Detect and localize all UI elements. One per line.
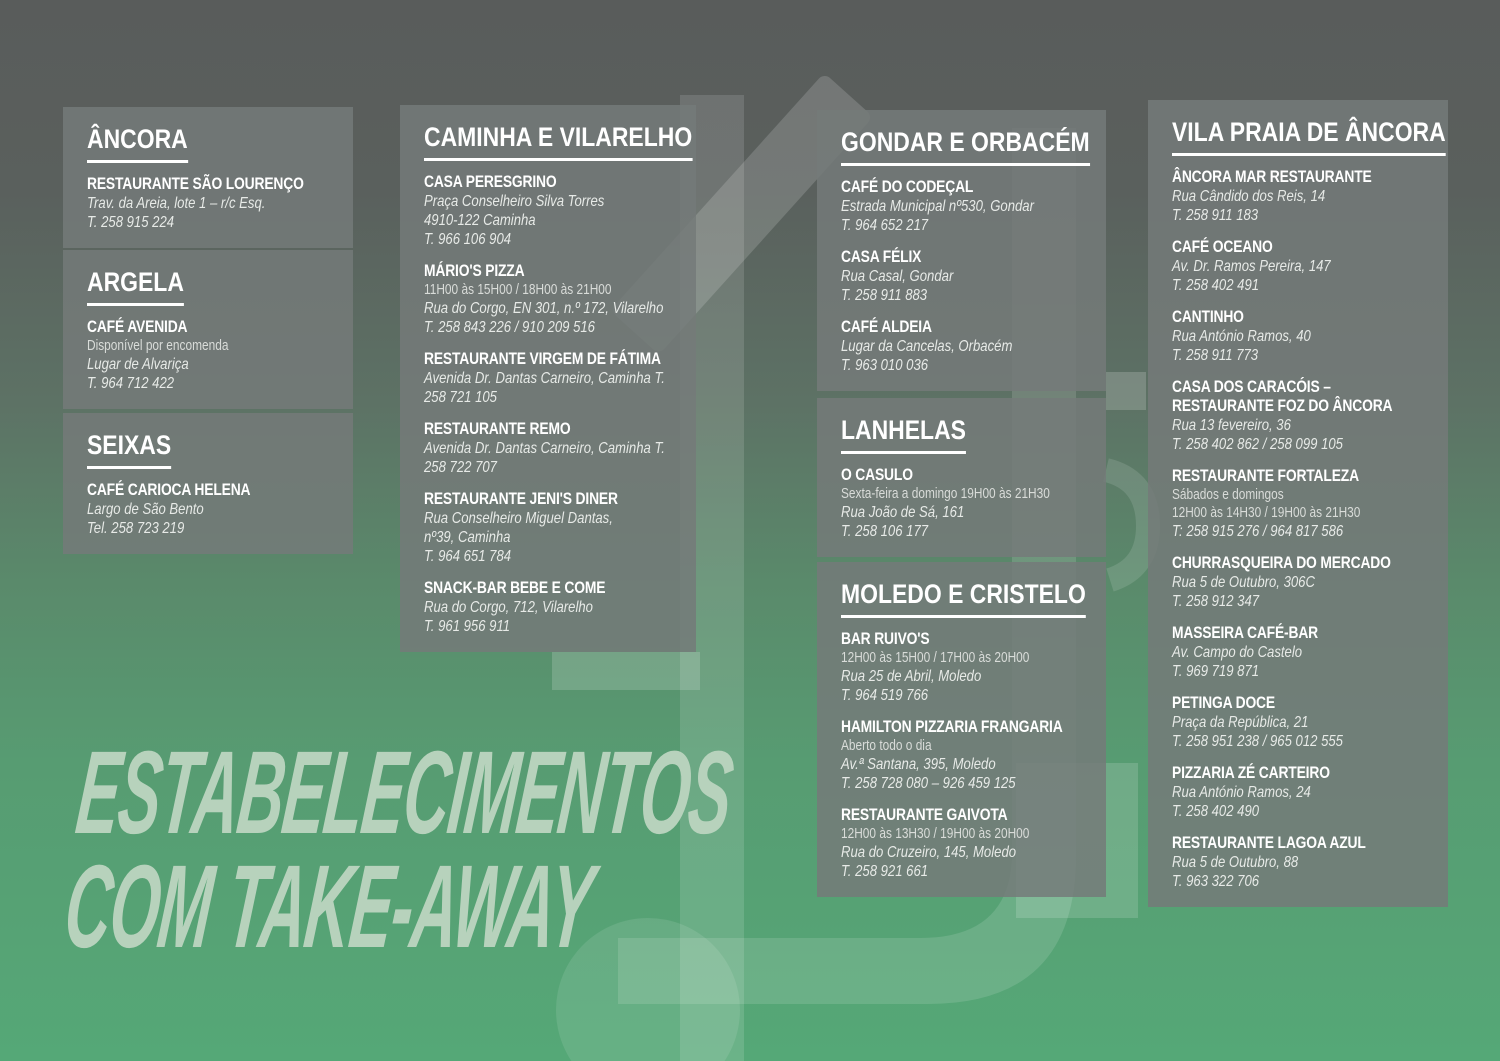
establishment-phone: T. 258 921 661 — [841, 862, 929, 880]
establishment-address: Rua 5 de Outubro, 88 — [1172, 853, 1299, 871]
establishment-phone: T. 258 951 238 / 965 012 555 — [1172, 732, 1343, 750]
section-heading: VILA PRAIA DE ÂNCORA — [1172, 118, 1446, 156]
establishment-phone: T. 258 911 773 — [1172, 346, 1259, 364]
section-seixas — [63, 413, 353, 554]
establishment-address: Avenida Dr. Dantas Carneiro, Caminha T. — [424, 369, 665, 387]
establishment-phone: T. 258 911 883 — [841, 286, 928, 304]
establishment-entry — [841, 466, 1082, 541]
section-heading: CAMINHA E VILARELHO — [424, 123, 692, 161]
section-moledo-e-cristelo — [817, 562, 1106, 897]
establishment-entry — [1172, 308, 1424, 365]
establishment-hours: 12H00 às 13H30 / 19H00 às 20H00 — [841, 825, 1030, 842]
establishment-phone: T. 963 322 706 — [1172, 872, 1260, 890]
establishment-entry — [841, 630, 1082, 705]
establishment-entry — [1172, 834, 1424, 891]
section-heading: ARGELA — [87, 268, 184, 306]
establishment-name: RESTAURANTE FOZ DO ÂNCORA — [1172, 396, 1393, 415]
establishment-phone: T. 258 106 177 — [841, 522, 929, 540]
section-heading: ÂNCORA — [87, 125, 188, 163]
establishment-phone: T. 969 719 871 — [1172, 662, 1260, 680]
establishment-phone: T. 258 843 226 / 910 209 516 — [424, 318, 595, 336]
establishment-name: RESTAURANTE LAGOA AZUL — [1172, 833, 1366, 852]
establishment-list — [1172, 168, 1424, 891]
establishment-list — [87, 318, 329, 393]
establishment-phone: T. 963 010 036 — [841, 356, 929, 374]
establishment-list — [87, 175, 329, 232]
establishment-phone: T. 964 652 217 — [841, 216, 929, 234]
establishment-address: Rua 25 de Abril, Moledo — [841, 667, 982, 685]
establishment-entry — [424, 579, 672, 636]
section-heading: LANHELAS — [841, 416, 966, 454]
establishment-entry — [1172, 624, 1424, 681]
establishment-name: RESTAURANTE FORTALEZA — [1172, 466, 1359, 485]
establishment-name: BAR RUIVO'S — [841, 629, 930, 648]
section-gondar-e-orbacem — [817, 110, 1106, 391]
establishment-phone: T. 964 712 422 — [87, 374, 175, 392]
establishment-phone: T. 258 911 183 — [1172, 206, 1259, 224]
establishment-phone: 258 722 707 — [424, 458, 497, 476]
establishment-address: 4910-122 Caminha — [424, 211, 536, 229]
establishment-address: Trav. da Areia, lote 1 – r/c Esq. — [87, 194, 266, 212]
establishment-phone: T. 258 402 490 — [1172, 802, 1260, 820]
establishment-address: Estrada Municipal nº530, Gondar — [841, 197, 1034, 215]
establishment-entry — [841, 178, 1082, 235]
establishment-phone: T. 258 915 224 — [87, 213, 175, 231]
establishment-name: MASSEIRA CAFÉ-BAR — [1172, 623, 1319, 642]
establishment-name: SNACK-BAR BEBE E COME — [424, 578, 606, 597]
establishment-phone: 258 721 105 — [424, 388, 497, 406]
section-heading: SEIXAS — [87, 431, 171, 469]
establishment-name: RESTAURANTE VIRGEM DE FÁTIMA — [424, 349, 661, 368]
establishment-name: ÂNCORA MAR RESTAURANTE — [1172, 167, 1372, 186]
establishment-entry — [1172, 168, 1424, 225]
establishment-phone: T. 258 728 080 – 926 459 125 — [841, 774, 1016, 792]
page-title-line-2: COM TAKE-AWAY — [59, 841, 599, 973]
section-ancora — [63, 107, 353, 248]
establishment-entry — [424, 350, 672, 407]
establishment-phone: T. 258 912 347 — [1172, 592, 1260, 610]
establishment-phone: T. 964 651 784 — [424, 547, 512, 565]
establishment-address: Av. Dr. Ramos Pereira, 147 — [1172, 257, 1331, 275]
establishment-list — [424, 173, 672, 636]
establishment-note: Aberto todo o dia — [841, 737, 932, 754]
establishment-entry — [424, 262, 672, 337]
establishment-address: Av.ª Santana, 395, Moledo — [841, 755, 996, 773]
establishment-address: Praça da República, 21 — [1172, 713, 1309, 731]
establishment-address: Praça Conselheiro Silva Torres — [424, 192, 605, 210]
establishment-address: Lugar de Alvariça — [87, 355, 189, 373]
establishment-address: Rua Cândido dos Reis, 14 — [1172, 187, 1326, 205]
establishment-address: Rua do Cruzeiro, 145, Moledo — [841, 843, 1017, 861]
establishment-entry — [1172, 378, 1424, 454]
establishment-name: CAFÉ ALDEIA — [841, 317, 932, 336]
establishment-name: RESTAURANTE GAIVOTA — [841, 805, 1008, 824]
watermark-bar — [552, 652, 700, 690]
establishment-list — [841, 630, 1082, 881]
establishment-name: CASA DOS CARACÓIS – — [1172, 377, 1331, 396]
establishment-phone: T. 258 402 862 / 258 099 105 — [1172, 435, 1343, 453]
watermark-small-square — [1106, 372, 1146, 410]
establishment-phone: T. 961 956 911 — [424, 617, 511, 635]
establishment-phone: T. 966 106 904 — [424, 230, 512, 248]
establishment-name: CAFÉ OCEANO — [1172, 237, 1273, 256]
establishment-address: nº39, Caminha — [424, 528, 511, 546]
section-caminha-e-vilarelho — [400, 105, 696, 652]
establishment-address: Rua Conselheiro Miguel Dantas, — [424, 509, 613, 527]
establishment-address: Rua Casal, Gondar — [841, 267, 954, 285]
establishment-phone: T: 258 915 276 / 964 817 586 — [1172, 522, 1344, 540]
section-argela — [63, 250, 353, 409]
establishment-address: Rua António Ramos, 24 — [1172, 783, 1311, 801]
establishment-entry — [424, 173, 672, 249]
section-lanhelas — [817, 398, 1106, 557]
establishment-hours: Sexta-feira a domingo 19H00 às 21H30 — [841, 485, 1050, 502]
establishment-name: MÁRIO'S PIZZA — [424, 261, 525, 280]
page-title — [59, 727, 738, 973]
establishment-name: RESTAURANTE REMO — [424, 419, 571, 438]
establishment-entry — [424, 490, 672, 566]
section-heading: MOLEDO E CRISTELO — [841, 580, 1086, 618]
establishment-entry — [841, 248, 1082, 305]
section-vila-praia-de-ancora — [1148, 100, 1448, 907]
establishment-entry — [841, 718, 1082, 793]
establishment-name: CASA PERESGRINO — [424, 172, 557, 191]
establishment-address: Rua 13 fevereiro, 36 — [1172, 416, 1291, 434]
establishment-name: RESTAURANTE JENI'S DINER — [424, 489, 618, 508]
establishment-entry — [1172, 694, 1424, 751]
establishment-phone: Tel. 258 723 219 — [87, 519, 185, 537]
establishment-address: Rua do Corgo, 712, Vilarelho — [424, 598, 593, 616]
establishment-list — [87, 481, 329, 538]
establishment-name: CAFÉ CARIOCA HELENA — [87, 480, 251, 499]
establishment-name: RESTAURANTE SÃO LOURENÇO — [87, 174, 304, 193]
establishment-hours: 12H00 às 15H00 / 17H00 às 20H00 — [841, 649, 1030, 666]
establishment-entry — [87, 175, 329, 232]
establishment-note: Disponível por encomenda — [87, 337, 229, 354]
establishment-entry — [424, 420, 672, 477]
establishment-name: CAFÉ DO CODEÇAL — [841, 177, 974, 196]
establishment-entry — [1172, 554, 1424, 611]
establishment-list — [841, 466, 1082, 541]
establishment-phone: T. 258 402 491 — [1172, 276, 1260, 294]
establishment-name: CANTINHO — [1172, 307, 1244, 326]
establishment-name: CHURRASQUEIRA DO MERCADO — [1172, 553, 1391, 572]
establishment-hours: 11H00 às 15H00 / 18H00 às 21H00 — [424, 281, 612, 298]
page-title-line-1: ESTABELECIMENTOS — [71, 727, 738, 859]
establishment-name: PETINGA DOCE — [1172, 693, 1275, 712]
establishment-name: CAFÉ AVENIDA — [87, 317, 188, 336]
establishment-entry — [87, 318, 329, 393]
establishment-address: Avenida Dr. Dantas Carneiro, Caminha T. — [424, 439, 665, 457]
establishment-list — [841, 178, 1082, 375]
establishment-address: Lugar da Cancelas, Orbacém — [841, 337, 1013, 355]
establishment-name: O CASULO — [841, 465, 913, 484]
establishment-entry — [841, 806, 1082, 881]
fork-curl-shape — [1106, 470, 1148, 580]
establishment-address: Av. Campo do Castelo — [1172, 643, 1303, 661]
establishment-address: Rua 5 de Outubro, 306C — [1172, 573, 1315, 591]
establishment-phone: T. 964 519 766 — [841, 686, 929, 704]
establishment-name: PIZZARIA ZÉ CARTEIRO — [1172, 763, 1330, 782]
establishment-note: Sábados e domingos — [1172, 486, 1284, 503]
establishment-entry — [87, 481, 329, 538]
establishment-address: Rua João de Sá, 161 — [841, 503, 965, 521]
establishment-name: CASA FÉLIX — [841, 247, 922, 266]
establishment-address: Rua António Ramos, 40 — [1172, 327, 1311, 345]
establishment-address: Largo de São Bento — [87, 500, 204, 518]
establishment-entry — [1172, 467, 1424, 541]
establishment-address: Rua do Corgo, EN 301, n.º 172, Vilarelho — [424, 299, 664, 317]
establishment-entry — [1172, 238, 1424, 295]
establishment-hours: 12H00 às 14H30 / 19H00 às 21H30 — [1172, 504, 1361, 521]
establishment-entry — [1172, 764, 1424, 821]
section-heading: GONDAR E ORBACÉM — [841, 128, 1090, 166]
establishment-entry — [841, 318, 1082, 375]
establishment-name: HAMILTON PIZZARIA FRANGARIA — [841, 717, 1063, 736]
